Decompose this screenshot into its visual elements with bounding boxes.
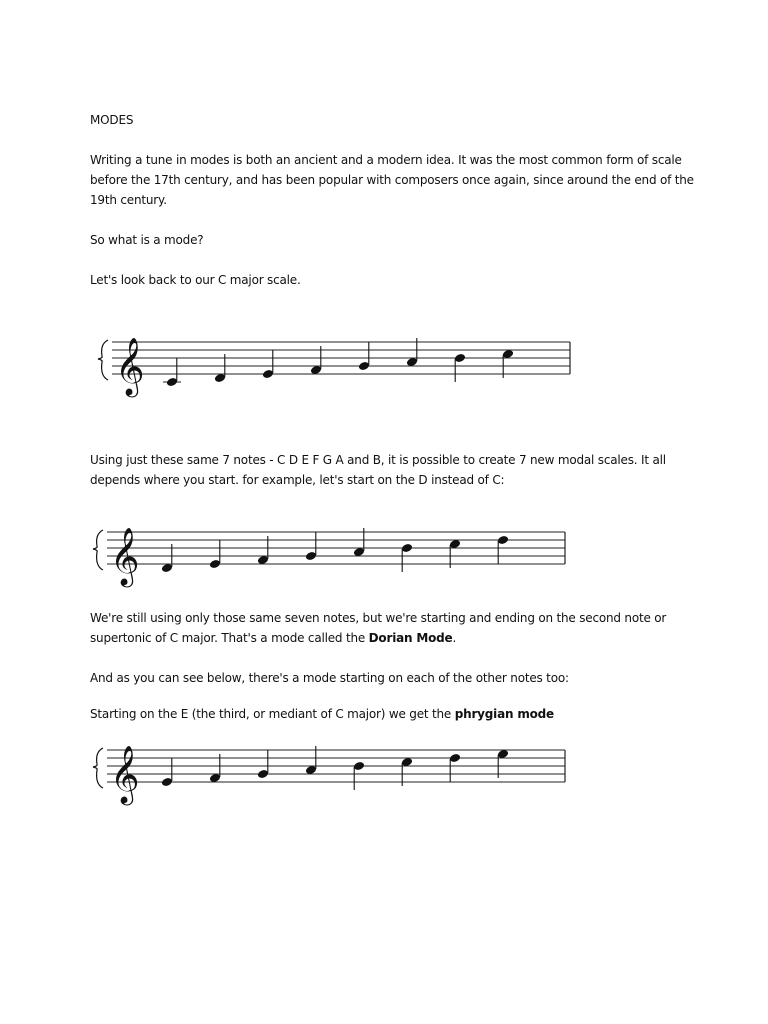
dorian-mode-term: Dorian Mode <box>368 631 453 645</box>
question-text: So what is a mode? <box>90 233 204 247</box>
phrygian-staff <box>85 728 575 808</box>
staff-brace <box>93 748 103 788</box>
treble-clef-icon: 𝄞 <box>110 745 140 803</box>
using-notes-paragraph: Using just these same 7 notes - C D E F G A and B, it is possible to create 7 new modal scales. It all depends where you start. for example, let's start on the D instead of C: <box>90 453 666 487</box>
dorian-staff <box>85 510 575 590</box>
dorian-paragraph <box>90 608 700 648</box>
staff-brace <box>98 340 108 380</box>
look-back-text: Let's look back to our C major scale. <box>90 273 301 287</box>
intro-paragraph: Writing a tune in modes is both an ancient and a modern idea. It was the most common form of scale before the 17th century, and has been popular with composers once again, since around the end of the 19th century. <box>90 153 694 207</box>
c-major-staff <box>90 320 580 400</box>
see-below-text: And as you can see below, there's a mode starting on each of the other notes too: <box>90 671 569 685</box>
treble-clef-icon: 𝄞 <box>110 527 140 585</box>
dorian-text-before: We're still using only those same seven notes, but we're starting and ending on the second note or supertonic of C major. That's a mode called the <box>90 611 667 645</box>
phrygian-text-before: Starting on the E (the third, or mediant of C major) we get the <box>90 707 455 721</box>
staff-brace <box>93 530 103 570</box>
phrygian-paragraph <box>90 704 700 724</box>
page-heading: MODES <box>90 113 134 127</box>
dorian-text-after: . <box>452 631 457 645</box>
phrygian-mode-term: phrygian mode <box>454 707 554 721</box>
treble-clef-icon: 𝄞 <box>115 337 145 395</box>
